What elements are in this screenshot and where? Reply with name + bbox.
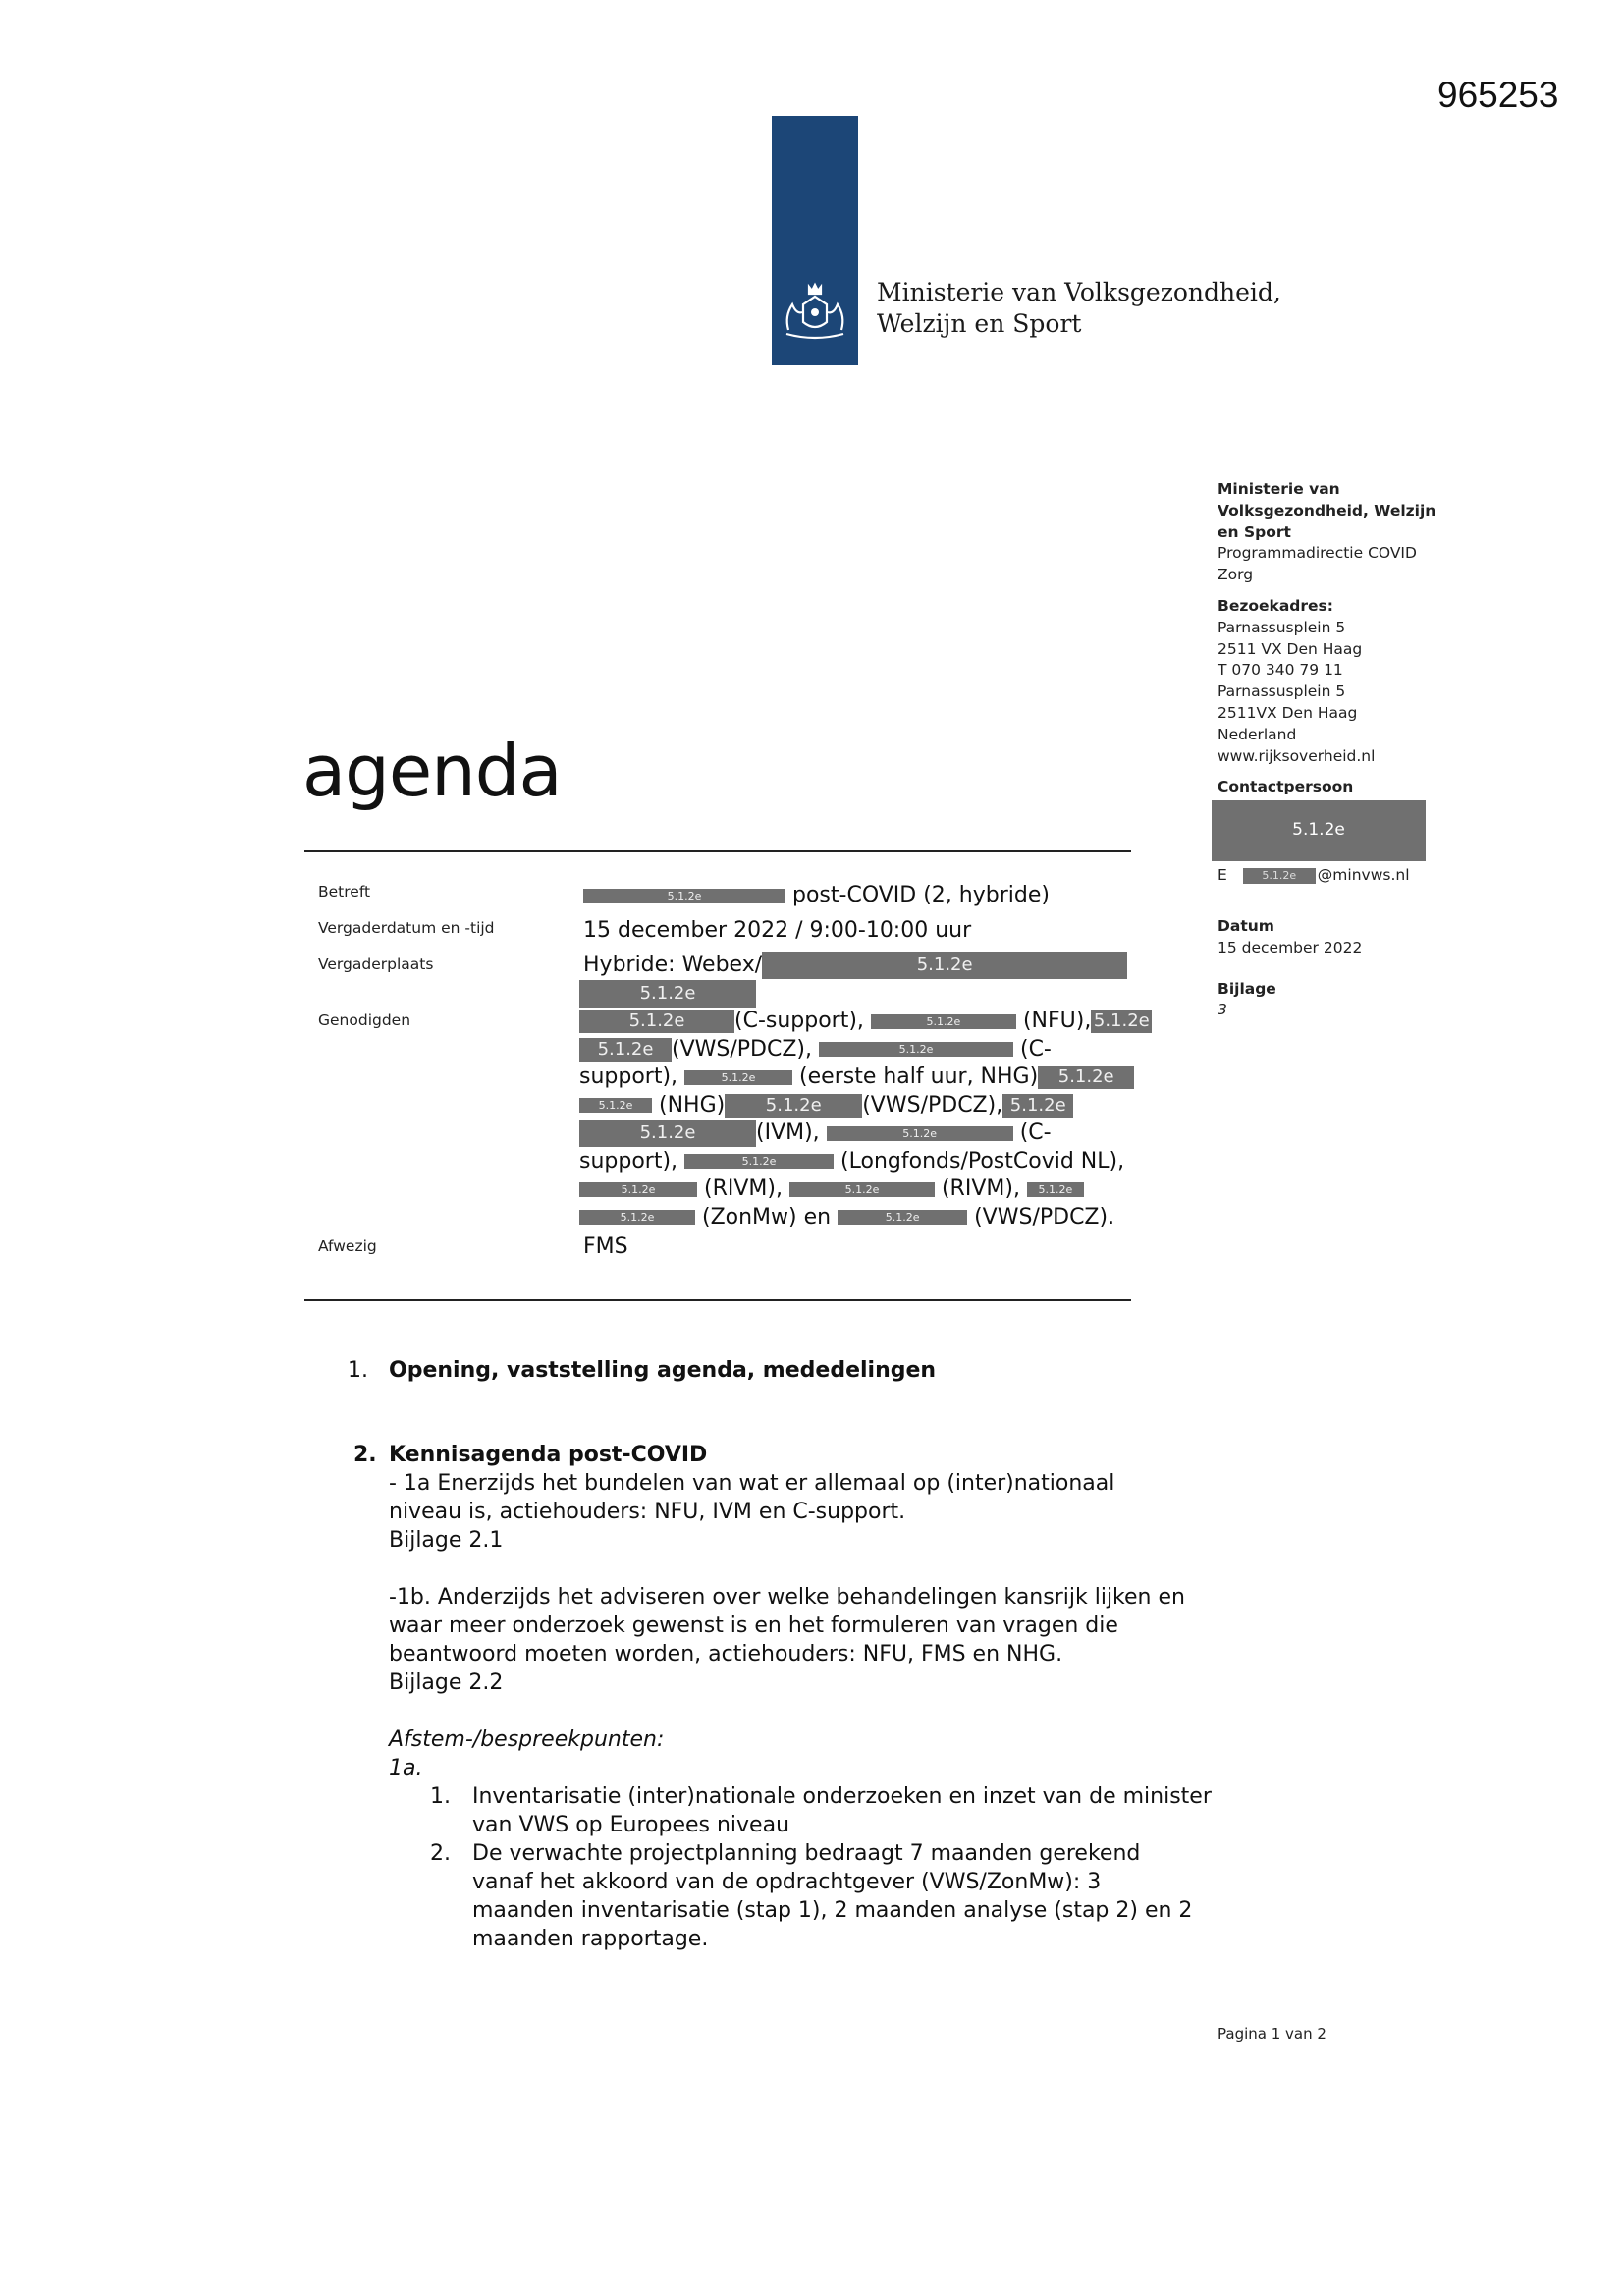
redaction: 5.1.2e — [725, 1094, 862, 1118]
agenda-item-2-number: 2. — [353, 1443, 377, 1467]
sidebar-address-line: Parnassusplein 5 — [1218, 618, 1346, 636]
redaction: 5.1.2e — [583, 889, 785, 903]
redaction: 5.1.2e — [579, 1210, 695, 1225]
plaats-text: Hybride: Webex/ — [583, 953, 763, 977]
redaction: 5.1.2e — [579, 1120, 756, 1147]
sidebar-website-link[interactable]: www.rijksoverheid.nl — [1218, 746, 1376, 765]
invitee-role: (NFU), — [1022, 1009, 1092, 1033]
sidebar-address-line: Parnassusplein 5 — [1218, 683, 1346, 701]
betreft-value — [583, 882, 1133, 910]
redaction: 5.1.2e — [579, 1010, 734, 1033]
sidebar-org-line2: Volksgezondheid, Welzijn — [1218, 501, 1436, 519]
contact-redaction: 5.1.2e — [1212, 800, 1426, 861]
sidebar-org-line1: Ministerie van — [1218, 480, 1340, 498]
redaction: 5.1.2e — [819, 1042, 1013, 1057]
paragraph-line: - 1a Enerzijds het bundelen van wat er allemaal op (inter)nationaal — [389, 1471, 1115, 1496]
email-suffix: @minvws.nl — [1317, 866, 1410, 885]
genodigden-value — [579, 1008, 1150, 1231]
redaction: 5.1.2e — [579, 1098, 652, 1113]
afwezig-value: FMS — [583, 1234, 628, 1259]
invitee-role: support), — [579, 1065, 678, 1089]
datum-label: Vergaderdatum en -tijd — [318, 919, 495, 937]
redaction: 5.1.2e — [579, 980, 756, 1008]
redaction: 5.1.2e — [838, 1210, 967, 1225]
list-item-line: maanden rapportage. — [472, 1927, 709, 1951]
redaction: 5.1.2e — [827, 1126, 1013, 1141]
list-item-1-number: 1. — [430, 1784, 451, 1809]
redaction: 5.1.2e — [579, 1038, 672, 1062]
crest-icon — [777, 279, 853, 346]
sidebar-email — [1218, 865, 1453, 887]
invitee-role: (C- — [1019, 1121, 1052, 1145]
list-item-line: Inventarisatie (inter)nationale onderzoeken en inzet van de minister — [472, 1784, 1212, 1809]
invitee-role: support), — [579, 1148, 678, 1174]
invitee-role: (C- — [1019, 1036, 1052, 1062]
paragraph-line: niveau is, actiehouders: NFU, IVM en C-support. — [389, 1500, 906, 1524]
sidebar-attachment-value: 3 — [1218, 1001, 1227, 1019]
sidebar-address-line: 2511 VX Den Haag — [1218, 639, 1363, 658]
plaats-value-cont — [579, 980, 1129, 1009]
document-number: 965253 — [1437, 75, 1559, 115]
invitee-role: (VWS/PDCZ). — [974, 1204, 1115, 1230]
sidebar-visit-label: Bezoekadres: — [1218, 596, 1333, 615]
list-item-1 — [472, 1782, 1212, 1839]
sidebar-info — [1218, 479, 1453, 1031]
invitee-role: (Longfonds/PostCovid NL), — [840, 1148, 1125, 1174]
list-item-line: De verwachte projectplanning bedraagt 7 maanden gerekend — [472, 1841, 1141, 1866]
sidebar-address-line: T 070 340 79 11 — [1218, 661, 1343, 680]
list-item-2-number: 2. — [430, 1841, 451, 1866]
sidebar-date-value: 15 december 2022 — [1218, 938, 1363, 957]
sidebar-org-line3: en Sport — [1218, 522, 1291, 541]
redaction: 5.1.2e — [789, 1182, 935, 1197]
paragraph-line: waar meer onderzoek gewenst is en het formuleren van vragen die — [389, 1613, 1118, 1638]
list-item-2 — [472, 1839, 1192, 1953]
redaction: 5.1.2e — [684, 1070, 792, 1085]
divider-top — [304, 850, 1131, 852]
ministry-name-line2: Welzijn en Sport — [877, 309, 1082, 338]
agenda-item-2-body — [389, 1441, 1185, 1782]
afwezig-label: Afwezig — [318, 1237, 377, 1255]
discussion-subheading: 1a. — [389, 1756, 423, 1780]
sidebar-address-line: Nederland — [1218, 725, 1297, 743]
plaats-label: Vergaderplaats — [318, 956, 434, 973]
invitee-role: (ZonMw) en — [702, 1204, 832, 1230]
sidebar-contact-label: Contactpersoon — [1218, 778, 1354, 796]
sidebar-dept-line2: Zorg — [1218, 566, 1254, 584]
sidebar-address-line: 2511VX Den Haag — [1218, 703, 1358, 722]
page-number: Pagina 1 van 2 — [1218, 2025, 1326, 2043]
email-redaction: 5.1.2e — [1243, 868, 1316, 884]
agenda-item-1-number: 1. — [348, 1358, 368, 1383]
invitee-role: (VWS/PDCZ), — [672, 1036, 812, 1062]
agenda-item-1-title: Opening, vaststelling agenda, mededelingen — [389, 1358, 937, 1383]
redaction: 5.1.2e — [871, 1014, 1016, 1029]
redaction: 5.1.2e — [1091, 1010, 1152, 1033]
discussion-points-heading: Afstem-/bespreekpunten: — [389, 1727, 665, 1752]
redaction: 5.1.2e — [762, 952, 1127, 979]
redaction: 5.1.2e — [1027, 1182, 1084, 1197]
invitee-role: (VWS/PDCZ), — [862, 1092, 1003, 1118]
agenda-item-2-title: Kennisagenda post-COVID — [389, 1443, 708, 1467]
email-prefix: E — [1218, 866, 1227, 885]
redaction: 5.1.2e — [684, 1154, 834, 1169]
invitee-role: (eerste half uur, NHG) — [799, 1065, 1039, 1089]
datum-value: 15 december 2022 / 9:00-10:00 uur — [583, 918, 972, 943]
sidebar-dept-line1: Programmadirectie COVID — [1218, 544, 1417, 563]
invitee-role: (C-support), — [734, 1009, 864, 1033]
redaction: 5.1.2e — [579, 1182, 697, 1197]
invitee-role: (RIVM), — [941, 1176, 1020, 1201]
paragraph-line: Bijlage 2.2 — [389, 1670, 504, 1695]
paragraph-line: beantwoord moeten worden, actiehouders: NFU, FMS en NHG. — [389, 1642, 1063, 1667]
paragraph-line: Bijlage 2.1 — [389, 1528, 504, 1553]
paragraph-line: -1b. Anderzijds het adviseren over welke behandelingen kansrijk lijken en — [389, 1585, 1185, 1610]
invitee-role: (NHG) — [659, 1092, 726, 1118]
list-item-line: maanden inventarisatie (stap 1), 2 maanden analyse (stap 2) en 2 — [472, 1898, 1193, 1923]
list-item-line: van VWS op Europees niveau — [472, 1813, 790, 1837]
plaats-value — [583, 952, 1133, 980]
ministry-name-line1: Ministerie van Volksgezondheid, — [877, 278, 1281, 306]
invitee-role: (RIVM), — [704, 1176, 783, 1201]
divider-bottom — [304, 1299, 1131, 1301]
redaction: 5.1.2e — [1002, 1094, 1073, 1118]
genodigden-label: Genodigden — [318, 1011, 411, 1029]
betreft-label: Betreft — [318, 883, 371, 901]
list-item-line: vanaf het akkoord van de opdrachtgever (VWS/ZonMw): 3 — [472, 1870, 1102, 1894]
betreft-text: post-COVID (2, hybride) — [792, 883, 1050, 907]
page-title: agenda — [302, 730, 562, 812]
redaction: 5.1.2e — [1038, 1066, 1134, 1089]
ministry-name — [877, 277, 1281, 340]
sidebar-attachment-label: Bijlage — [1218, 979, 1276, 998]
invitee-role: (IVM), — [756, 1121, 820, 1145]
sidebar-date-label: Datum — [1218, 916, 1274, 935]
